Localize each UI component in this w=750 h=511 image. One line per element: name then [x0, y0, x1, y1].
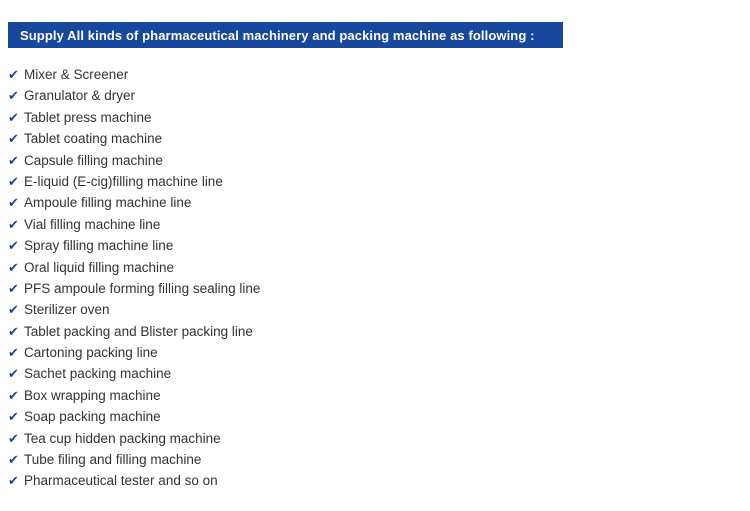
- list-item-label: Pharmaceutical tester and so on: [24, 473, 218, 489]
- check-icon: ✔: [8, 259, 19, 275]
- list-item-label: Ampoule filling machine line: [24, 195, 192, 211]
- list-item: [8, 278, 708, 299]
- check-icon: ✔: [8, 409, 19, 425]
- list-item: [8, 321, 708, 342]
- check-icon: ✔: [8, 280, 19, 296]
- check-icon: ✔: [8, 195, 19, 211]
- list-item-label: Tube filing and filling machine: [24, 452, 202, 468]
- check-icon: ✔: [8, 302, 19, 318]
- list-item: [8, 192, 708, 213]
- list-item-label: Spray filling machine line: [24, 238, 174, 254]
- list-item: [8, 385, 708, 406]
- check-icon: ✔: [8, 88, 19, 104]
- list-item-label: Mixer & Screener: [24, 67, 129, 82]
- check-icon: ✔: [8, 216, 19, 232]
- list-item-label: Oral liquid filling machine: [24, 259, 175, 275]
- check-icon: ✔: [8, 366, 19, 382]
- check-icon: ✔: [8, 387, 19, 403]
- check-icon: ✔: [8, 131, 19, 147]
- list-item-label: E-liquid (E-cig)filling machine line: [24, 173, 223, 189]
- check-icon: ✔: [8, 173, 19, 189]
- list-item-label: Box wrapping machine: [24, 387, 161, 403]
- list-item-label: Vial filling machine line: [24, 216, 161, 232]
- list-item-label: Cartoning packing line: [24, 345, 158, 361]
- list-item: [8, 128, 708, 149]
- list-item: [8, 470, 708, 491]
- list-item-label: Tea cup hidden packing machine: [24, 430, 221, 446]
- check-icon: ✔: [8, 345, 19, 361]
- list-item-label: Tablet coating machine: [24, 131, 163, 147]
- check-icon: ✔: [8, 473, 19, 489]
- list-item: [8, 342, 708, 363]
- list-item-label: Soap packing machine: [24, 409, 161, 425]
- list-item: [8, 150, 708, 171]
- check-icon: ✔: [8, 238, 19, 254]
- list-item: [8, 235, 708, 256]
- list-item: [8, 449, 708, 470]
- product-list: [8, 64, 708, 492]
- check-icon: ✔: [8, 109, 19, 125]
- check-icon: ✔: [8, 67, 19, 82]
- check-icon: ✔: [8, 152, 19, 168]
- list-item-label: Tablet press machine: [24, 109, 152, 125]
- list-item: [8, 428, 708, 449]
- list-item: [8, 406, 708, 427]
- check-icon: ✔: [8, 323, 19, 339]
- list-item: [8, 64, 708, 85]
- list-item-label: Sterilizer oven: [24, 302, 110, 318]
- list-item: [8, 107, 708, 128]
- list-item-label: Sachet packing machine: [24, 366, 172, 382]
- check-icon: ✔: [8, 452, 19, 468]
- list-item: [8, 363, 708, 384]
- list-item-label: Tablet packing and Blister packing line: [24, 323, 253, 339]
- list-item: [8, 257, 708, 278]
- list-item: [8, 85, 708, 106]
- banner-title: Supply All kinds of pharmaceutical machinery and packing machine as following :: [20, 27, 535, 43]
- list-item: [8, 299, 708, 320]
- list-item: [8, 214, 708, 235]
- check-icon: ✔: [8, 430, 19, 446]
- list-item: [8, 171, 708, 192]
- list-item-label: Capsule filling machine: [24, 152, 163, 168]
- list-item-label: PFS ampoule forming filling sealing line: [24, 280, 261, 296]
- list-item-label: Granulator & dryer: [24, 88, 136, 104]
- section-banner: [8, 22, 563, 48]
